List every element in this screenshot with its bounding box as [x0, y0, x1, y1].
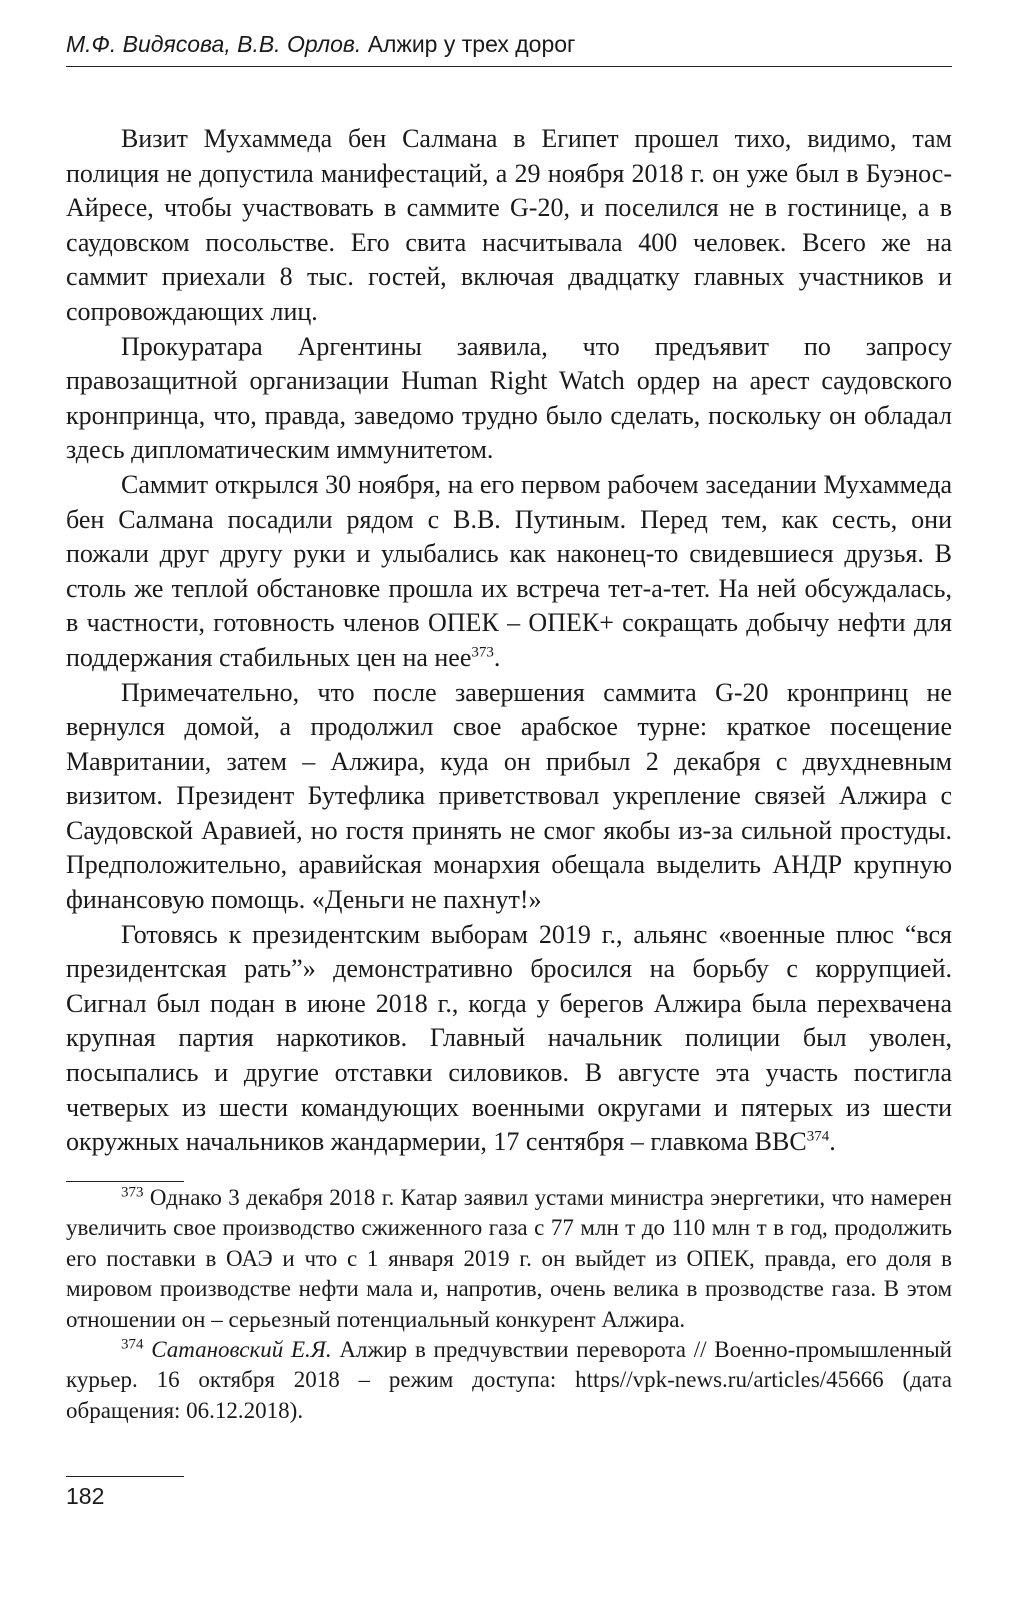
running-header — [66, 28, 952, 60]
paragraph: Примечательно, что после завершения саммита G-20 кронпринц не вернулся домой, а продолжил свое арабское турне: краткое посещение Мавритании, затем – Алжира, куда он прибыл 2 декабря с двухдневным визитом. Президент Бутефлика приветствовал укрепление связей Алжира с Саудовской Аравией, но гостя принять не смог якобы из-за сильной простуды. Предположительно, аравийская монархия обещала выделить АНДР крупную финансовую помощь. «Деньги не пахнут!» — [66, 677, 952, 915]
footnote-ref: 374 — [806, 1128, 830, 1145]
header-title: Алжир у трех дорог — [367, 31, 576, 57]
footnote-author: Сатановский Е.Я. — [143, 1337, 332, 1363]
footnote: $^{373}$ Однако 3 декабря 2018 г. Катар заявил устами министра энергетики, что намерен увеличить свое производство сжиженного газа с 77 млн т до 110 млн т в год, продолжить его поставки в ОАЭ и что с 1 января 2019 г. он выйдет из ОПЕК, правда, его доля в мировом производстве нефти мала и, напротив, очень велика в прозводстве газа. В этом отношении он – серьезный потенциальный конкурент Алжира. — [66, 1184, 952, 1332]
main-text — [66, 122, 952, 1160]
footnote-separator — [66, 1181, 184, 1182]
footnote-number: 373 — [121, 1184, 144, 1201]
paragraph: Готовясь к президентским выборам 2019 г., альянс «военные плюс “вся президентская рать”» демонстративно бросился на борьбу с коррупцией. Сигнал был подан в июне 2018 г., когда у берегов Алжира была перехвачена крупная партия наркотиков. Главный начальник полиции был уволен, посыпались и другие отставки силовиков. В августе эта участь постигла четверых из шести командующих военными округами и пятерых из шести окружных начальников жандармерии, 17 сентября – главкома ВВС$^{374}$. — [66, 919, 952, 1157]
paragraph: Визит Мухаммеда бен Салмана в Египет прошел тихо, видимо, там полиция не допустила манифестаций, а 29 ноября 2018 г. он уже был в Буэнос-Айресе, чтобы участвовать в саммите G-20, и поселился не в гостинице, а в саудовском посольстве. Его свита насчитывала 400 человек. Всего же на саммит приехали 8 тыс. гостей, включая двадцатку главных участников и сопровождающих лиц. — [66, 124, 952, 326]
paragraph: Прокуратара Аргентины заявила, что предъявит по запросу правозащитной организации Human Right Watch ордер на арест саудовского кронпринца, что, правда, заведомо трудно было сделать, поскольку он обладал здесь дипломатическим иммунитетом. — [66, 331, 952, 465]
footnote: $^{374}$ Сатановский Е.Я. Алжир в предчувствии переворота // Военно-промышленный курьер. 16 октября 2018 – режим доступа: https//vpk-news.ru/articles/45666 (дата обращения: 06.12.2018). — [66, 1336, 952, 1423]
page-number-rule — [66, 1476, 184, 1477]
footnote-ref: 373 — [471, 644, 494, 661]
header-authors: М.Ф. Видясова, В.В. Орлов. — [66, 31, 362, 57]
paragraph: Саммит открылся 30 ноября, на его первом рабочем заседании Мухаммеда бен Салмана посадили рядом с В.В. Путиным. Перед тем, как сесть, они пожали друг другу руки и улыбались как наконец-то свидевшиеся друзья. В столь же теплой обстановке прошла их встреча тет-а-тет. На ней обсуждалась, в частности, готовность членов ОПЕК – ОПЕК+ сокращать добычу нефти для поддержания стабильных цен на нее$^{373}$. — [66, 469, 952, 672]
header-rule — [66, 66, 952, 67]
page-number: 182 — [66, 1483, 105, 1509]
footnotes — [66, 1183, 952, 1426]
footnote-number: 374 — [121, 1336, 144, 1353]
